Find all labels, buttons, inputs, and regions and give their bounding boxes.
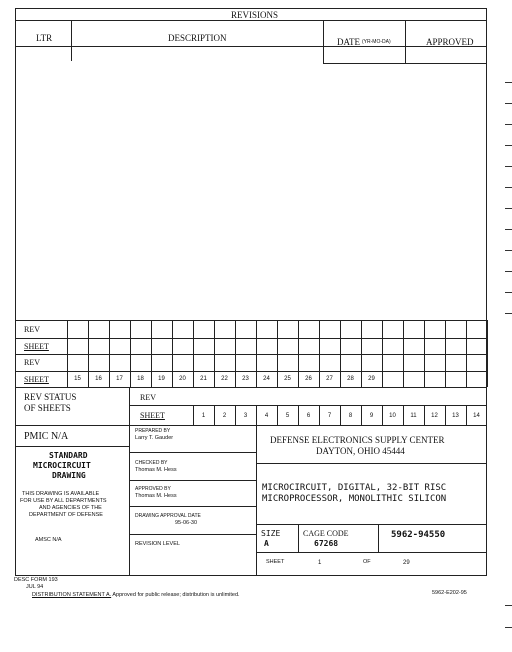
grid-line	[466, 320, 467, 387]
form-number: DESC FORM 193	[14, 577, 58, 583]
sheet-number-cell: 24	[263, 376, 270, 382]
sheet-number-cell: 5	[285, 413, 290, 419]
distribution-text: Approved for public release; distribution is unlimited.	[111, 592, 240, 598]
distribution-label: DISTRIBUTION STATEMENT A.	[32, 592, 112, 598]
checked-by-name: Thomas M. Hess	[135, 467, 177, 473]
sheet-number-cell: 17	[116, 376, 123, 382]
agency-address: DAYTON, OHIO 45444	[316, 446, 405, 456]
sheet-number-cell: 18	[137, 376, 144, 382]
amsc: AMSC N/A	[35, 537, 62, 543]
sheet-number-cell: 14	[473, 413, 480, 419]
form-code: 5962-E202-95	[432, 590, 467, 596]
size-label: SIZE	[261, 529, 281, 538]
rule	[256, 524, 487, 525]
rev-label: REV	[24, 325, 40, 334]
sheet-number-cell: 29	[368, 376, 375, 382]
checked-by-label: CHECKED BY	[135, 460, 168, 466]
drawing-title-line2: MICROPROCESSOR, MONOLITHIC SILICON	[262, 494, 447, 504]
prepared-by-label: PREPARED BY	[135, 428, 171, 434]
sheet-number-cell: 16	[95, 376, 102, 382]
sheet-number-cell: 1	[201, 413, 206, 419]
sheet-number-cell: 11	[410, 413, 417, 419]
grid-line	[487, 320, 488, 387]
rule	[15, 371, 487, 372]
sheet-number-cell: 8	[348, 413, 353, 419]
standard-label: STANDARD	[49, 451, 88, 460]
rule	[15, 46, 487, 47]
grid-line	[382, 320, 383, 387]
date-header: DATE	[337, 37, 360, 47]
rule	[378, 524, 379, 552]
pmic: PMIC N/A	[24, 431, 69, 442]
drawing-label: DRAWING	[52, 471, 86, 480]
sheet-number-cell: 2	[222, 413, 227, 419]
of-value: 29	[403, 560, 410, 566]
drawing-title-line1: MICROCIRCUIT, DIGITAL, 32-BIT RISC	[262, 483, 447, 493]
distribution-statement	[32, 593, 240, 599]
rule	[256, 552, 487, 553]
approved-by-label: APPROVED BY	[135, 486, 171, 492]
availability-text: THIS DRAWING IS AVAILABLE	[22, 491, 100, 497]
sheet-number-cell: 6	[306, 413, 311, 419]
microcircuit-label: MICROCIRCUIT	[33, 461, 91, 470]
sheet-number-cell: 9	[369, 413, 374, 419]
ltr-header: LTR	[36, 33, 53, 43]
description-header: DESCRIPTION	[168, 33, 227, 43]
rule	[323, 63, 487, 64]
sheet-number-cell: 13	[452, 413, 459, 419]
rule	[256, 463, 487, 464]
rule	[298, 524, 299, 552]
approval-date-label: DRAWING APPROVAL DATE	[135, 513, 201, 519]
sheet-number-cell: 7	[327, 413, 332, 419]
sheet-number-cell: 22	[221, 376, 228, 382]
grid-line	[403, 320, 404, 387]
grid-line	[15, 320, 487, 321]
rule	[129, 506, 256, 507]
approved-header: APPROVED	[426, 37, 474, 47]
sheet-number-cell: 10	[389, 413, 396, 419]
sheet-number-cell: 20	[179, 376, 186, 382]
rule	[15, 387, 487, 388]
rule	[15, 20, 487, 21]
sheet-number-cell: 23	[242, 376, 249, 382]
rev-label: REV	[140, 393, 156, 402]
revision-level-label: REVISION LEVEL	[135, 541, 180, 547]
rule	[71, 20, 72, 61]
grid-line	[424, 320, 425, 387]
sheet-number-cell: 4	[264, 413, 269, 419]
rule	[129, 425, 130, 576]
rule	[129, 405, 487, 406]
form-date: JUL 94	[26, 584, 44, 590]
sheet-label: SHEET	[266, 559, 285, 565]
rule	[15, 425, 487, 426]
cage-code-label: CAGE CODE	[303, 529, 349, 538]
availability-text: FOR USE BY ALL DEPARTMENTS	[20, 498, 107, 504]
sheet-label: SHEET	[140, 411, 165, 420]
rule	[129, 534, 256, 535]
sheet-number-cell: 26	[305, 376, 312, 382]
sheet-number-cell: 15	[74, 376, 81, 382]
sheet-number-cell: 27	[326, 376, 333, 382]
sheet-number-cell: 21	[200, 376, 207, 382]
document-number: 5962-94550	[391, 530, 446, 540]
agency-name: DEFENSE ELECTRONICS SUPPLY CENTER	[270, 435, 445, 445]
date-format: (YR-MO-DA)	[362, 39, 391, 45]
size-value: A	[264, 539, 269, 548]
sheet-label: SHEET	[24, 342, 49, 351]
rev-status-label: REV STATUS	[24, 392, 77, 402]
sheet-number-cell: 12	[431, 413, 438, 419]
grid-line	[445, 320, 446, 387]
rule	[15, 446, 129, 447]
sheet-number-cell: 3	[243, 413, 248, 419]
availability-text: DEPARTMENT OF DEFENSE	[29, 512, 103, 518]
sheet-label: SHEET	[24, 375, 49, 384]
sheet-number-cell: 28	[347, 376, 354, 382]
sheet-value: 1	[318, 560, 322, 566]
cage-code-value: 67268	[314, 539, 339, 548]
rule	[405, 20, 406, 63]
rule	[15, 338, 487, 339]
of-label: OF	[363, 559, 371, 565]
rule	[323, 20, 324, 63]
approved-by-name: Thomas M. Hess	[135, 493, 177, 499]
revisions-title: REVISIONS	[231, 10, 279, 20]
rule	[15, 354, 487, 355]
rev-label: REV	[24, 358, 40, 367]
grid-line	[129, 387, 130, 425]
availability-text: AND AGENCIES OF THE	[39, 505, 102, 511]
rule	[129, 480, 256, 481]
sheet-number-cell: 25	[284, 376, 291, 382]
prepared-by-name: Larry T. Gauder	[135, 435, 174, 441]
sheet-number-cell: 19	[158, 376, 165, 382]
rule	[129, 452, 256, 453]
of-sheets-label: OF SHEETS	[24, 403, 71, 413]
approval-date: 95-06-30	[175, 520, 198, 526]
rule	[256, 425, 257, 576]
